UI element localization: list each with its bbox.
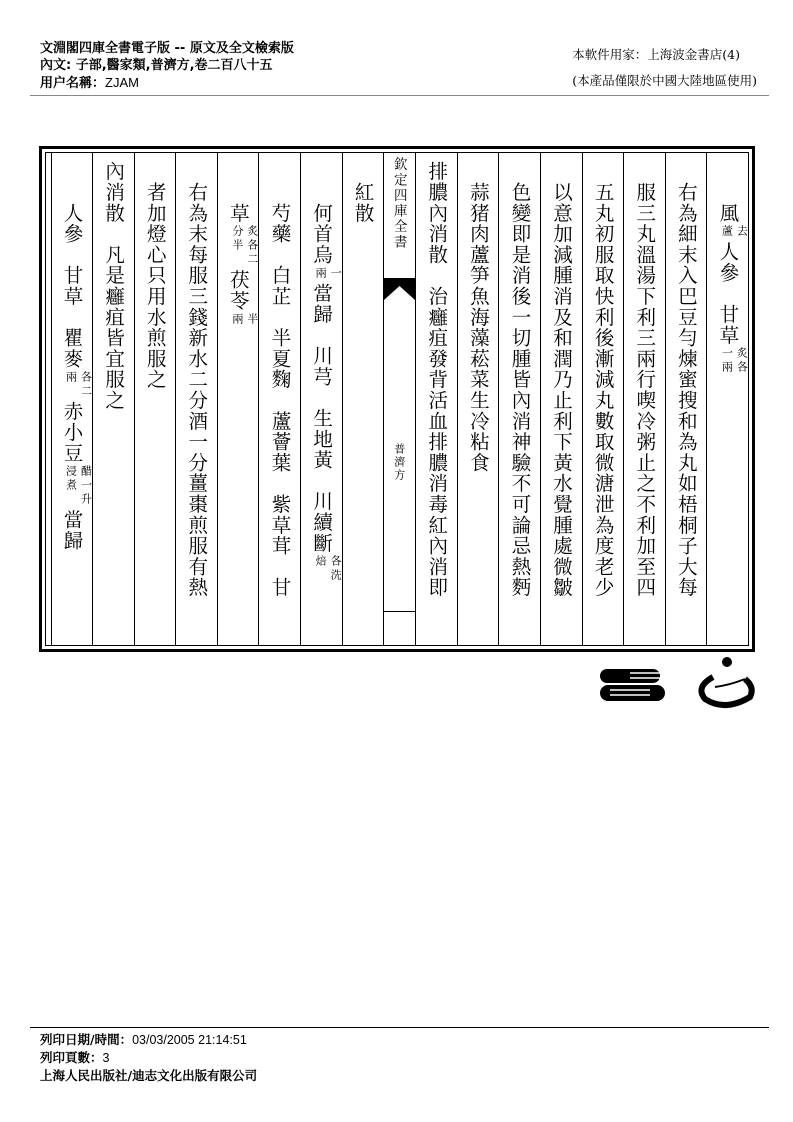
column-text [458,153,499,473]
column-text [218,153,259,329]
column-text [541,153,582,598]
annotation [314,267,342,281]
annotation-line: 去 [735,225,748,240]
annotation-line: 蘆 [720,225,734,240]
column-text [624,153,665,598]
page-frame [39,146,755,652]
annotation-line: 一 [329,267,342,281]
header-divider [30,95,769,96]
column-text [52,153,93,551]
user-name-row [40,74,294,92]
column-text [343,153,384,223]
annotation-line: 浸煮 [64,465,78,494]
main-text: 五丸初服取快利後漸減丸數取微溏泄為度老少 [591,161,615,598]
column-text [301,153,342,585]
annotation [314,555,342,583]
annotation-line: 炙各 [735,347,748,376]
column-text [707,153,748,377]
annotation [720,347,748,375]
main-text: 人參 甘草 [716,241,740,346]
annotation-line: 各洗 [329,555,342,584]
text-column [665,153,707,645]
restriction-text: (本產品僅限於中國大陸地區使用) [572,73,757,88]
text-column [258,153,300,645]
annotation-line: 焙 [314,555,328,570]
publisher-logos [595,657,760,712]
main-text: 茯苓 [226,269,250,312]
main-text: 芍藥 白芷 半夏麴 蘆薈葉 紫草茸 甘 [268,161,292,598]
text-column [623,153,665,645]
calligraphy-logo-icon [701,657,751,705]
main-text: 者加燈心只用水煎服之 [143,161,167,390]
text-columns [45,152,749,646]
books-logo-icon [600,669,665,701]
main-text: 蒜猪肉蘆笋魚海藻菘菜生冷粘食 [466,161,490,473]
banner-divider [384,611,415,612]
column-text [499,153,540,598]
annotation [720,225,748,239]
fishtail-mark [384,278,415,300]
text-column [134,153,176,645]
column-text [583,153,624,598]
annotation-line: 兩 [64,371,78,385]
banner-column [383,153,415,645]
column-text [176,153,217,598]
book-title: 普濟方 [392,443,406,482]
annotation-line: 炙各二 [245,225,259,268]
text-column [175,153,217,645]
annotation-line: 兩 [230,313,244,328]
publisher-name: 上海人民出版社/迪志文化出版有限公司 [40,1068,258,1083]
main-text: 右為細末入巴豆勻煉蜜搜和為丸如梧桐子大每 [674,161,698,598]
content-path: 內文: 子部,醫家類,普濟方,卷二百八十五 [40,58,273,73]
text-column [342,153,384,645]
annotation [65,371,93,399]
column-text [259,153,300,598]
print-footer [40,1031,257,1085]
main-text: 赤小豆 [60,401,84,464]
annotation-line: 一兩 [720,347,734,376]
print-date-label: 列印日期/時間： [40,1032,133,1047]
annotation-line: 分半 [230,225,244,254]
text-column [217,153,259,645]
annotation [65,465,93,507]
main-text: 服三丸溫湯下利三兩行喫冷粥止之不利加至四 [633,161,657,598]
main-text: 當歸 [60,509,84,552]
text-column [92,153,134,645]
annotation-line: 半 [245,313,259,328]
main-text: 何首烏 [310,161,334,265]
main-text: 人參 甘草 瞿麥 [60,161,84,369]
column-text [416,153,457,598]
main-text: 草 [226,161,250,224]
main-text: 排膿內消散 治癰疽發背活血排膿消毒紅內消即 [425,161,449,598]
annotation [231,225,259,267]
license-text: 本軟件用家：上海波金書店(4) [572,47,740,62]
license-info [572,42,757,94]
print-pages-label: 列印頁數： [40,1050,103,1065]
main-text: 右為末每服三錢新水二分酒一分薑棗煎服有熱 [185,161,209,598]
annotation [231,313,259,327]
user-name-label: 用户名稱： [40,76,106,91]
main-text: 當歸 川芎 生地黃 川續斷 [310,283,334,554]
footer-divider [30,1027,769,1028]
main-text: 以意加減腫消及和潤乃止利下黃水覺腫處微皺 [550,161,574,598]
product-title: 文淵閣四庫全書電子版 -- 原文及全文檢索版 [40,41,294,56]
column-text [135,153,176,390]
text-column [51,153,93,645]
main-text: 紅散 [351,161,375,224]
print-date-value: 03/03/2005 21:14:51 [132,1033,247,1047]
main-text: 風 [716,161,740,224]
text-column [706,153,748,645]
user-name-value: ZJAM [105,75,139,90]
text-column [300,153,342,645]
collection-title: 欽定四庫全書 [390,157,407,250]
text-column [457,153,499,645]
column-text [93,153,134,411]
text-column [498,153,540,645]
main-text: 內消散 凡是癰疽皆宜服之 [102,161,126,411]
column-text [666,153,707,598]
print-pages-value: 3 [102,1051,110,1065]
text-column [415,153,457,645]
annotation-line: 醋一升 [79,465,93,508]
annotation-line: 各二 [79,371,93,399]
document-header [40,40,294,92]
main-text: 色變即是消後一切腫皆內消神驗不可論忌熱麪 [508,161,532,598]
text-column [540,153,582,645]
annotation-line: 兩 [314,267,328,281]
text-column [582,153,624,645]
